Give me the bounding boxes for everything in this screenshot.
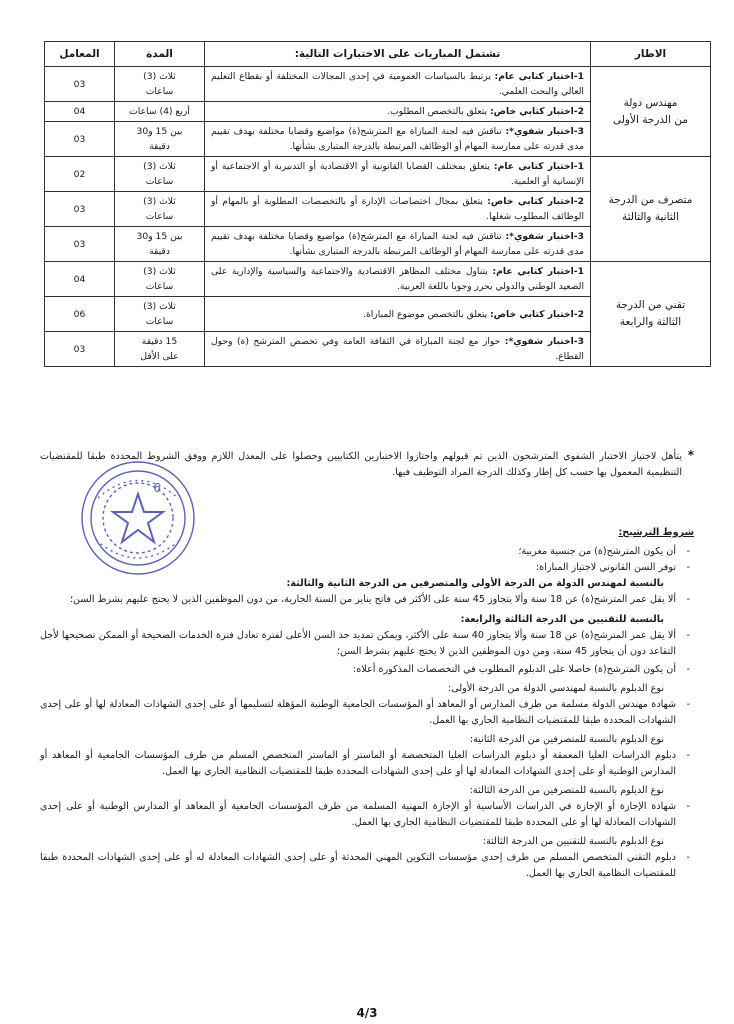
duration-text: ثلاث (3)	[143, 266, 176, 277]
duration-text: بين 15 و30	[136, 126, 183, 137]
condition-item-age: - توفر السن القانوني لاجتياز المباراة:	[535, 562, 690, 573]
duration-text: دقيقة	[149, 141, 170, 152]
frame-line: تقني من الدرجة	[615, 299, 686, 311]
frame-cell	[591, 157, 711, 262]
condition-item-diploma: - أن يكون المترشح(ة) حاصلا على الدبلوم المطلوب في التخصصات المذكورة أعلاه:	[353, 664, 690, 675]
table-row	[45, 157, 711, 192]
header-exams: تشتمل المباريات على الاختبارات التالية:	[205, 42, 591, 67]
exam-table	[44, 41, 711, 367]
duration-text: بين 15 و30	[136, 231, 183, 242]
duration-text: ثلاث (3)	[143, 161, 176, 172]
footnote-text: يتأهل لاجتياز الاختبار الشفوي المترشحون الذين تم قبولهم واجتازوا الاختبارين الكتابيين وحصلوا على المعدل اللازم ووفق الشروط المحددة طبقا للمقتضيات التنظيمية المعمول بها حسب كل إطار وكذلك الدرجة المراد التوظيف فيها.	[40, 451, 682, 478]
table-header-row	[45, 42, 711, 67]
coefficient-cell: 03	[45, 67, 115, 102]
duration-text: ثلاث (3)	[143, 196, 176, 207]
age-technicians-heading: بالنسبة للتقنيين من الدرجة الثالثة والرابعة:	[460, 614, 664, 625]
duration-text: على الأقل	[140, 351, 179, 362]
frame-cell	[591, 67, 711, 157]
exam-description: يتعلق بمختلف القضايا القانونية أو الاقتصادية أو التدبيرية أو الاجتماعية أو الإنسانية أو العلمية.	[211, 161, 584, 187]
exam-cell	[205, 192, 591, 227]
conditions-section	[40, 525, 694, 882]
duration-text: ساعات	[145, 316, 174, 327]
duration-text: 15 دقيقة	[141, 336, 178, 347]
exam-cell	[205, 262, 591, 297]
age-engineers-admins-heading: بالنسبة لمهندس الدولة من الدرجة الأولى والمتصرفين من الدرجة الثانية والثالثة:	[286, 578, 664, 589]
header-frame: الاطار	[591, 42, 711, 67]
duration-cell	[115, 297, 205, 332]
exam-cell	[205, 67, 591, 102]
duration-text: ساعات	[145, 176, 174, 187]
exam-title: 3-اختبار شفوي*:	[505, 231, 584, 242]
exam-cell	[205, 332, 591, 367]
coefficient-cell: 03	[45, 122, 115, 157]
frame-line: متصرف من الدرجة	[608, 194, 693, 206]
frame-line: الثانية والثالثة	[621, 211, 680, 223]
svg-text:6: 6	[153, 481, 161, 495]
exam-description: يتعلق بالتخصص موضوع المباراة.	[363, 308, 490, 320]
duration-cell	[115, 157, 205, 192]
exam-cell	[205, 102, 591, 122]
duration-cell	[115, 192, 205, 227]
exam-title: 3-اختبار شفوي*:	[504, 336, 584, 347]
table-row	[45, 67, 711, 102]
exam-cell	[205, 157, 591, 192]
exam-cell	[205, 297, 591, 332]
duration-text: ساعات	[145, 211, 174, 222]
age-engineers-admins-text: - ألا يقل عمر المترشح(ة) عن 18 سنة وألا يتجاوز 45 سنة على الأكثر في فاتح يناير من السنة الجارية، من دون الموظفين الذين لا يحتج عليهم بشرط السن؛	[69, 594, 690, 605]
diploma-heading: نوع الدبلوم بالنسبة للمتصرفين من الدرجة الثانية:	[469, 734, 664, 745]
exam-description: يتناول مختلف المظاهر الاقتصادية والاجتماعية والسياسية والإدارية على الصعيد الوطني والدولي يحرر وجوبا باللغة العربية.	[211, 266, 584, 292]
duration-cell	[115, 332, 205, 367]
age-technicians-text: - ألا يقل عمر المترشح(ة) عن 18 سنة وألا يتجاوز 40 سنة على الأكثر، ويمكن تمديد حد السن الأعلى لفترة تعادل فترة الخدمات الصحيحة أو الممكن تصحيحها لأجل التقاعد دون أن يتجاوز 45 سنة، ومن دون الموظفين الذين لا يحتج عليهم بشرط السن؛	[40, 630, 690, 657]
frame-line: الثالثة والرابعة	[619, 316, 682, 328]
duration-text: ساعات	[145, 86, 174, 97]
exam-description: يتعلق بمجال اختصاصات الإدارة أو بالتخصصات المطلوبة أو بالمهام أو الوظائف المطلوب شغلها.	[211, 196, 584, 222]
exam-title: 2-اختبار كتابي خاص:	[487, 196, 584, 207]
exam-title: 1-اختبار كتابي عام:	[494, 71, 584, 82]
duration-text: أربع (4) ساعات	[129, 106, 190, 117]
diploma-list	[40, 681, 694, 882]
exam-table-body	[45, 67, 711, 367]
diploma-text: - دبلوم التقني المتخصص المسلم من طرف إحدى مؤسسات التكوين المهني المحدثة أو على إحدى الشهادات المعادلة له أو على إحدى الشهادات المحددة طبقا للمقتضيات النظامية الجاري بها العمل.	[40, 852, 690, 879]
exam-title: 2-اختبار كتابي خاص:	[489, 106, 584, 117]
frame-cell	[591, 262, 711, 367]
diploma-heading: نوع الدبلوم بالنسبة لمهندسي الدولة من الدرجة الأولى:	[448, 683, 664, 694]
duration-text: ثلاث (3)	[143, 301, 176, 312]
exam-description: تناقش فيه لجنة المباراة مع المترشح(ة) مواضيع وقضايا مختلفة بهدف تقييم مدى قدرته على ممارسة المهام أو الوظائف المرتبطة بالدرجة المتبارى بشأنها.	[211, 231, 584, 257]
duration-text: دقيقة	[149, 246, 170, 257]
coefficient-cell: 02	[45, 157, 115, 192]
conditions-heading: شروط الترشيح:	[618, 527, 694, 538]
exam-title: 3-اختبار شفوي*:	[505, 126, 584, 137]
duration-cell	[115, 122, 205, 157]
exam-title: 1-اختبار كتابي عام:	[492, 266, 584, 277]
duration-text: ساعات	[145, 281, 174, 292]
coefficient-cell: 03	[45, 192, 115, 227]
exam-description: يرتبط بالسياسات العمومية في إحدى المجالات المختلفة أو بقطاع التعليم العالي والبحث العلمي.	[211, 71, 584, 97]
header-duration: المدة	[115, 42, 205, 67]
exam-title: 2-اختبار كتابي خاص:	[489, 308, 584, 320]
diploma-text: - شهادة الإجازة أو الإجازة في الدراسات الأساسية أو الإجازة المهنية المسلمة من طرف المؤسسات الجامعية أو المعاهد أو المدارس الوطنية أو على إحدى الشهادات المعادلة لها أو على المحددة طبقا للمقتضيات النظامية الجاري بها العمل.	[40, 801, 690, 828]
condition-item-nationality: - أن يكون المترشح(ة) من جنسية مغربية؛	[518, 546, 690, 557]
table-row	[45, 262, 711, 297]
exam-description: تناقش فيه لجنة المباراة مع المترشح(ة) مواضيع وقضايا مختلفة بهدف تقييم مدى قدرته على ممارسة المهام أو الوظائف المرتبطة بالدرجة المتبارى بشأنها.	[211, 126, 584, 152]
coefficient-cell: 03	[45, 332, 115, 367]
coefficient-cell: 06	[45, 297, 115, 332]
frame-line: من الدرجة الأولى	[612, 113, 689, 126]
diploma-text: - شهادة مهندس الدولة مسلمة من طرف المدارس أو المعاهد أو المؤسسات الجامعية الوطنية المؤهلة لتسليمها أو على إحدى الشهادات المعادلة لها أو على إحدى الشهادات المحددة طبقا للمقتضيات النظامية الجاري بها العمل.	[40, 699, 690, 726]
page-number: 4/3	[356, 1006, 378, 1020]
diploma-text: - دبلوم الدراسات العليا المعمقة أو دبلوم الدراسات العليا المتخصصة أو الماستر أو الماستر المتخصص المسلم من طرف المؤسسات الجامعية أو المعاهد أو المدارس الوطنية أو على إحدى الشهادات المعادلة لها أو على إحدى الشهادات المحددة طبقا للمقتضيات النظامية الجاري بها العمل.	[40, 750, 690, 777]
coefficient-cell: 04	[45, 262, 115, 297]
duration-cell	[115, 102, 205, 122]
duration-cell	[115, 67, 205, 102]
coefficient-cell: 04	[45, 102, 115, 122]
coefficient-cell: 03	[45, 227, 115, 262]
diploma-heading: نوع الدبلوم بالنسبة للتقنيين من الدرجة الثالثة:	[482, 836, 664, 847]
duration-cell	[115, 262, 205, 297]
exam-description: يتعلق بالتخصص المطلوب.	[387, 106, 490, 117]
exam-cell	[205, 227, 591, 262]
exam-description: حوار مع لجنة المباراة في الثقافة العامة وفي تخصص المترشح (ة) وحول القطاع.	[211, 336, 584, 362]
exam-cell	[205, 122, 591, 157]
diploma-heading: نوع الدبلوم بالنسبة للمتصرفين من الدرجة الثالثة:	[469, 785, 664, 796]
duration-text: ثلاث (3)	[143, 71, 176, 82]
exam-title: 1-اختبار كتابي عام:	[493, 161, 584, 172]
footnote-star: *	[687, 448, 694, 462]
frame-line: مهندس دولة	[623, 96, 678, 109]
duration-cell	[115, 227, 205, 262]
header-coefficient: المعامل	[45, 42, 115, 67]
